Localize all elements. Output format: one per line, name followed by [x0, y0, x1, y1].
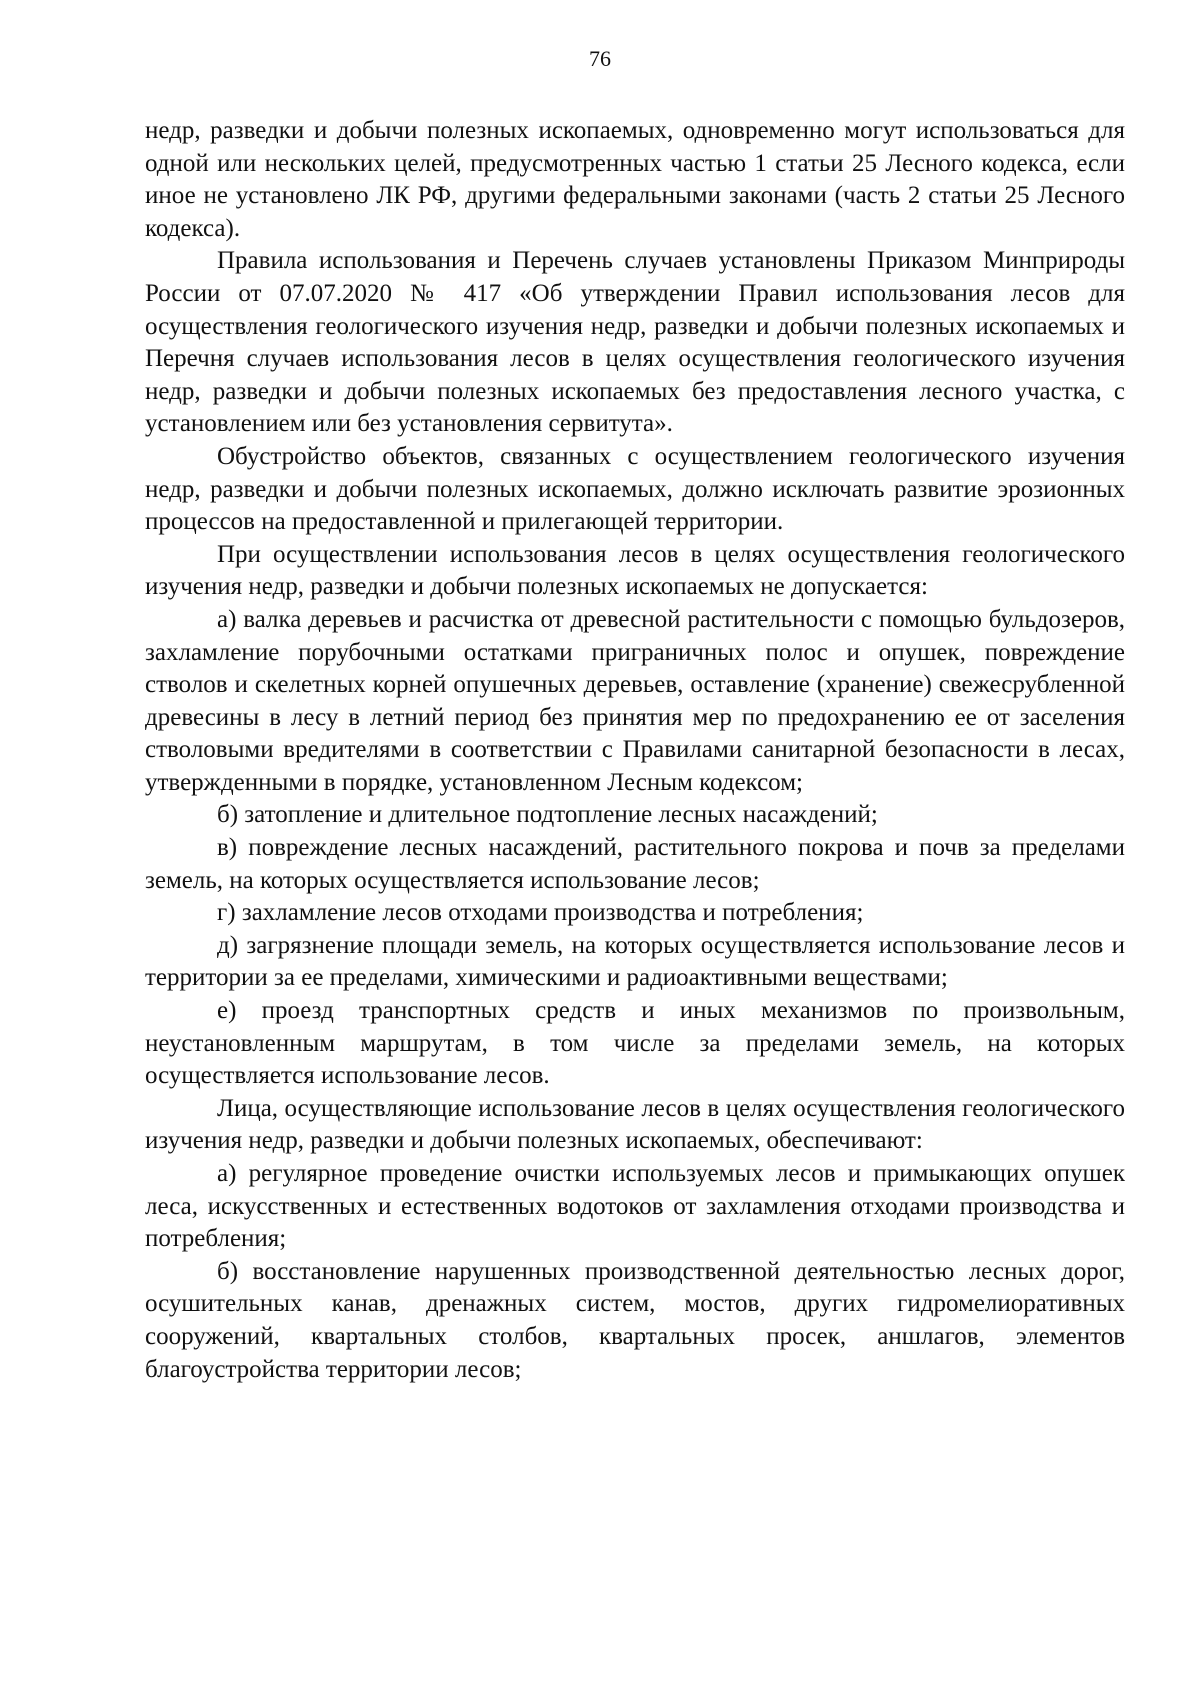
paragraph-1: недр, разведки и добычи полезных ископаемых, одновременно могут использоваться для одной или нескольких целей, предусмотренных частью 1 статьи 25 Лесного кодекса, если иное не установлено ЛК РФ, другими федеральными законами (часть 2 статьи 25 Лесного кодекса). [145, 117, 1125, 242]
list-item-a: а) валка деревьев и расчистка от древесной растительности с помощью бульдозеров, захламление порубочными остатками приграничных полос и опушек, повреждение стволов и скелетных корней опушечных деревьев, оставление (хранение) свежесрубленной древесины в лесу в летний период без принятия мер по предохранению ее от заселения стволовыми вредителями в соответствии с Правилами санитарной безопасности в лесах, утвержденными в порядке, установленном Лесным кодексом; [145, 605, 1125, 796]
page-number: 76 [589, 46, 611, 71]
paragraph-4: При осуществлении использования лесов в целях осуществления геологического изучения недр, разведки и добычи полезных ископаемых не допускается: [145, 540, 1125, 601]
list-item-a-2: а) регулярное проведение очистки используемых лесов и примыкающих опушек леса, искусственных и естественных водотоков от захламления отходами производства и потребления; [145, 1160, 1125, 1253]
list-item-d: д) загрязнение площади земель, на которых осуществляется использование лесов и территории за ее пределами, химическими и радиоактивными веществами; [145, 931, 1125, 992]
list-item-g: г) захламление лесов отходами производства и потребления; [217, 899, 864, 927]
paragraph-5: Лица, осуществляющие использование лесов в целях осуществления геологического изучения недр, разведки и добычи полезных ископаемых, обеспечивают: [145, 1094, 1125, 1155]
paragraph-2: Правила использования и Перечень случаев установлены Приказом Минприроды России от 07.07.2020 № 417 «Об утверждении Правил использования лесов для осуществления геологического изучения недр, разведки и добычи полезных ископаемых и Перечня случаев использования лесов в целях осуществления геологического изучения недр, разведки и добычи полезных ископаемых без предоставления лесного участка, с установлением или без установления сервитута». [145, 247, 1125, 438]
paragraph-3: Обустройство объектов, связанных с осуществлением геологического изучения недр, разведки и добычи полезных ископаемых, должно исключать развитие эрозионных процессов на предоставленной и прилегающей территории. [145, 442, 1125, 536]
list-item-e: е) проезд транспортных средств и иных механизмов по произвольным, неустановленным маршрутам, в том числе за пределами земель, на которых осуществляется использование лесов. [145, 997, 1125, 1090]
document-body [145, 115, 1125, 1386]
list-item-b-2: б) восстановление нарушенных производственной деятельностью лесных дорог, осушительных канав, дренажных систем, мостов, других гидромелиоративных сооружений, квартальных столбов, квартальных просек, аншлагов, элементов благоустройства территории лесов; [145, 1257, 1125, 1383]
list-item-v: в) повреждение лесных насаждений, растительного покрова и почв за пределами земель, на которых осуществляется использование лесов; [145, 834, 1125, 894]
list-item-b: б) затопление и длительное подтопление лесных насаждений; [217, 801, 878, 829]
